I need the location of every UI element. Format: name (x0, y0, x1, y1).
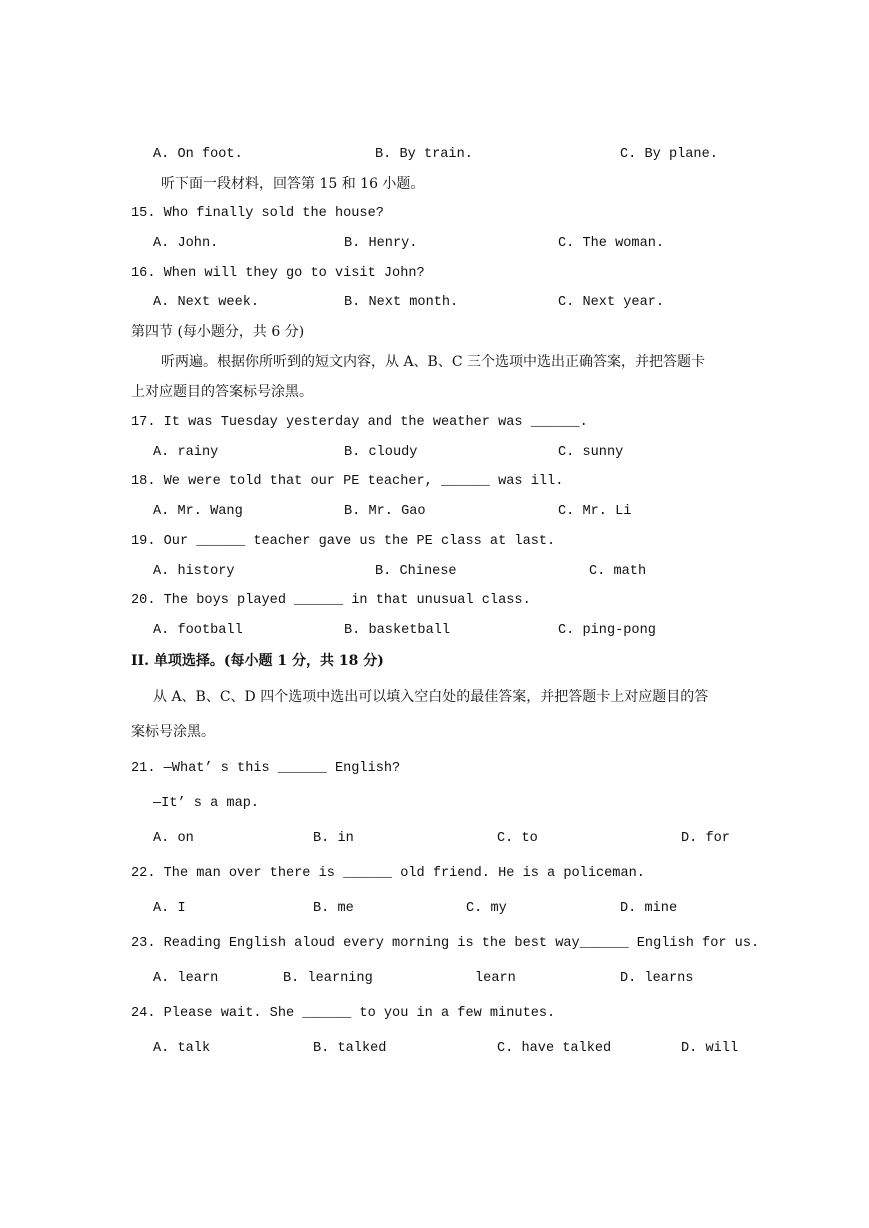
q18-option-a: A. Mr. Wang (153, 504, 243, 519)
q17-question: 17. It was Tuesday yesterday and the weather was ______. (131, 415, 588, 430)
q20-option-c: C. ping-pong (558, 623, 656, 638)
q22-option-d: D. mine (620, 901, 678, 916)
q20-question: 20. The boys played ______ in that unusual class. (131, 593, 531, 608)
q16-option-a: A. Next week. (153, 295, 260, 310)
q23-option-b: B. learning (283, 971, 373, 986)
q15-question: 15. Who finally sold the house? (131, 206, 384, 221)
q23-option-d: D. learns (620, 971, 694, 986)
q24-question: 24. Please wait. She ______ to you in a few minutes. (131, 1006, 556, 1021)
q24-option-c: C. have talked (497, 1041, 612, 1056)
q19-option-c: C. math (589, 564, 647, 579)
q18-question: 18. We were told that our PE teacher, ______ was ill. (131, 474, 564, 489)
q18-option-c: C. Mr. Li (558, 504, 632, 519)
q17-option-a: A. rainy (153, 445, 219, 460)
q17-option-c: C. sunny (558, 445, 624, 460)
q15-option-b: B. Henry. (344, 236, 418, 251)
q21-option-b: B. in (313, 831, 354, 846)
part2-instruction-line2: 案标号涂黑。 (131, 724, 215, 740)
q15-option-a: A. John. (153, 236, 219, 251)
section4-title: 第四节 (每小题分，共 6 分) (131, 324, 305, 340)
q22-option-a: A. I (153, 901, 186, 916)
q22-option-c: C. my (466, 901, 507, 916)
section4-instruction-line1: 听两遍。根据你所听到的短文内容，从 A、B、C 三个选项中选出正确答案，并把答题卡 (161, 354, 706, 370)
q19-question: 19. Our ______ teacher gave us the PE class at last. (131, 534, 556, 549)
section4-instruction-line2: 上对应题目的答案标号涂黑。 (131, 384, 313, 400)
q23-option-c: learn (475, 971, 516, 986)
q21-option-d: D. for (681, 831, 730, 846)
q16-option-b: B. Next month. (344, 295, 459, 310)
q15-option-c: C. The woman. (558, 236, 665, 251)
instruction-q15-q16: 听下面一段材料，回答第 15 和 16 小题。 (161, 176, 425, 192)
q21-reply: —It’ s a map. (153, 796, 260, 811)
q24-option-a: A. talk (153, 1041, 211, 1056)
q16-option-c: C. Next year. (558, 295, 665, 310)
q24-option-b: B. talked (313, 1041, 387, 1056)
q21-option-c: C. to (497, 831, 538, 846)
part2-title: II. 单项选择。(每小题 1 分，共 18 分) (131, 653, 384, 669)
q19-option-a: A. history (153, 564, 235, 579)
q22-option-b: B. me (313, 901, 354, 916)
q17-option-b: B. cloudy (344, 445, 418, 460)
q20-option-b: B. basketball (344, 623, 451, 638)
q16-question: 16. When will they go to visit John? (131, 266, 425, 281)
q14-option-c: C. By plane. (620, 147, 718, 162)
q22-question: 22. The man over there is ______ old friend. He is a policeman. (131, 866, 645, 881)
q21-question: 21. —What’ s this ______ English? (131, 761, 401, 776)
q18-option-b: B. Mr. Gao (344, 504, 426, 519)
q20-option-a: A. football (153, 623, 243, 638)
q14-option-b: B. By train. (375, 147, 473, 162)
q21-option-a: A. on (153, 831, 194, 846)
part2-instruction-line1: 从 A、B、C、D 四个选项中选出可以填入空白处的最佳答案，并把答题卡上对应题目的答 (153, 689, 709, 705)
q14-option-a: A. On foot. (153, 147, 243, 162)
q24-option-d: D. will (681, 1041, 739, 1056)
q19-option-b: B. Chinese (375, 564, 457, 579)
q23-option-a: A. learn (153, 971, 219, 986)
q23-question: 23. Reading English aloud every morning is the best way______ English for us. (131, 936, 760, 951)
